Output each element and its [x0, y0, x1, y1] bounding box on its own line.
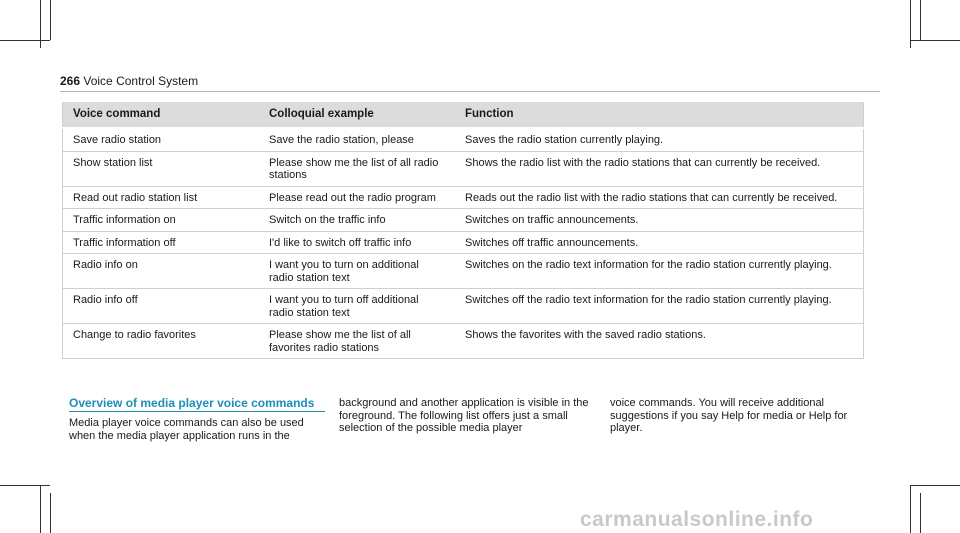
table-cell: Saves the radio station currently playing. [455, 128, 864, 151]
table-cell: Switches on traffic announcements. [455, 209, 864, 232]
crop-mark [0, 40, 50, 41]
table-cell: I want you to turn off additional radio station text [259, 289, 455, 324]
table-header-row [63, 102, 864, 128]
table-cell: Shows the favorites with the saved radio stations. [455, 324, 864, 359]
voice-command-table [62, 102, 864, 359]
page-number: 266 [60, 74, 81, 88]
table-row [63, 209, 864, 232]
table-cell: Switches on the radio text information for the radio station currently playing. [455, 254, 864, 289]
table-cell: Please show me the list of all favorites radio stations [259, 324, 455, 359]
crop-mark [40, 485, 41, 533]
crop-mark [910, 40, 960, 41]
table-row [63, 128, 864, 151]
table-cell: Radio info off [63, 289, 260, 324]
table-cell: I want you to turn on additional radio station text [259, 254, 455, 289]
header-divider [60, 91, 880, 92]
crop-mark [910, 485, 960, 486]
watermark: carmanualsonline.info [580, 508, 814, 531]
table-cell: Please show me the list of all radio stations [259, 151, 455, 186]
table-row [63, 231, 864, 254]
column-header: Colloquial example [259, 102, 455, 128]
column-header: Function [455, 102, 864, 128]
section-heading-underline [69, 411, 325, 412]
table-cell: Switch on the traffic info [259, 209, 455, 232]
page-section-title: Voice Control System [83, 74, 199, 88]
table-cell: Switches off the radio text information for the radio station currently playing. [455, 289, 864, 324]
table-cell: Change to radio favorites [63, 324, 260, 359]
body-paragraph: Media player voice commands can also be used when the media player application runs in the [69, 417, 304, 442]
table-row [63, 289, 864, 324]
table-cell: Read out radio station list [63, 186, 260, 209]
crop-mark [0, 485, 50, 486]
body-paragraph: voice commands. You will receive additional suggestions if you say Help for media or Help for player. [610, 397, 848, 434]
page-header [60, 74, 880, 88]
table-row [63, 254, 864, 289]
crop-mark [920, 493, 921, 533]
body-paragraph: background and another application is visible in the foreground. The following list offers just a small selection of the possible media player [339, 397, 589, 434]
table-cell: Save the radio station, please [259, 128, 455, 151]
table-cell: Shows the radio list with the radio stations that can currently be received. [455, 151, 864, 186]
crop-mark [910, 485, 911, 533]
table-cell: Save radio station [63, 128, 260, 151]
table-row [63, 186, 864, 209]
table-cell: Traffic information on [63, 209, 260, 232]
table-cell: Reads out the radio list with the radio stations that can currently be received. [455, 186, 864, 209]
table-cell: Switches off traffic announcements. [455, 231, 864, 254]
crop-mark [50, 0, 51, 40]
table-row [63, 324, 864, 359]
column-header: Voice command [63, 102, 260, 128]
table-cell: Show station list [63, 151, 260, 186]
table-cell: Traffic information off [63, 231, 260, 254]
section-heading: Overview of media player voice commands [69, 396, 315, 410]
crop-mark [50, 493, 51, 533]
table-cell: Radio info on [63, 254, 260, 289]
crop-mark [920, 0, 921, 40]
table-row [63, 151, 864, 186]
table-cell: I'd like to switch off traffic info [259, 231, 455, 254]
table-cell: Please read out the radio program [259, 186, 455, 209]
